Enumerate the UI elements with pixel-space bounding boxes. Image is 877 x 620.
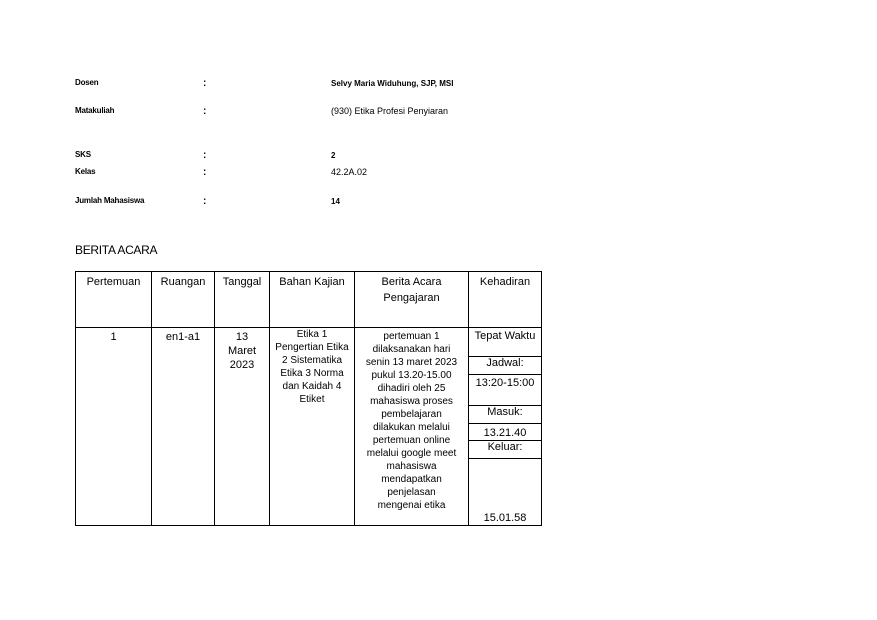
- kehadiran-status: Tepat Waktu: [469, 328, 541, 357]
- kelas-label: Kelas: [75, 167, 96, 176]
- matakuliah-value: (930) Etika Profesi Penyiaran: [331, 106, 449, 116]
- header-ruangan: Ruangan: [152, 272, 215, 328]
- cell-bahan-kajian: Etika 1 Pengertian Etika 2 Sistematika Etika 3 Norma dan Kaidah 4 Etiket: [270, 328, 355, 526]
- sks-label: SKS: [75, 150, 91, 159]
- keluar-value: 15.01.58: [483, 512, 527, 524]
- kelas-value: 42.2A.02: [331, 167, 368, 177]
- cell-tanggal: 13 Maret 2023: [215, 328, 270, 526]
- table-header-row: [76, 272, 542, 328]
- kelas-colon: :: [203, 167, 207, 178]
- cell-ruangan: en1-a1: [152, 328, 215, 526]
- jumlah-value: 14: [331, 197, 340, 206]
- jumlah-label: Jumlah Mahasiswa: [75, 196, 145, 205]
- sks-colon: :: [203, 150, 207, 161]
- jadwal-value: 13:20-15:00: [469, 375, 541, 406]
- matakuliah-colon: :: [203, 106, 207, 117]
- cell-kehadiran: [469, 328, 542, 526]
- header-bahan-kajian: Bahan Kajian: [270, 272, 355, 328]
- matakuliah-label: Matakuliah: [75, 106, 115, 115]
- dosen-colon: :: [203, 78, 207, 89]
- keluar-label: Keluar:: [469, 441, 541, 459]
- masuk-label: Masuk:: [469, 406, 541, 424]
- jadwal-label: Jadwal:: [469, 357, 541, 375]
- cell-berita-acara: pertemuan 1 dilaksanakan hari senin 13 maret 2023 pukul 13.20-15.00 dihadiri oleh 25 mahasiswa proses pembelajaran dilakukan melalui pertemuan online melalui google meet mahasiswa mendapatkan penjelasan mengenai etika: [365, 331, 458, 511]
- header-pertemuan: Pertemuan: [76, 272, 152, 328]
- masuk-value: 13.21.40: [469, 424, 541, 441]
- sks-value: 2: [331, 151, 336, 160]
- page-title: BERITA ACARA: [75, 243, 158, 257]
- jumlah-colon: :: [203, 196, 207, 207]
- table-row: [76, 328, 542, 526]
- header-tanggal: Tanggal: [215, 272, 270, 328]
- cell-pertemuan: 1: [76, 328, 152, 526]
- header-kehadiran: Kehadiran: [469, 272, 542, 328]
- header-berita-acara: Berita Acara Pengajaran: [355, 272, 469, 328]
- berita-acara-table: [75, 271, 542, 526]
- dosen-value: Selvy Maria Widuhung, SJP, MSI: [331, 79, 454, 88]
- dosen-label: Dosen: [75, 78, 99, 87]
